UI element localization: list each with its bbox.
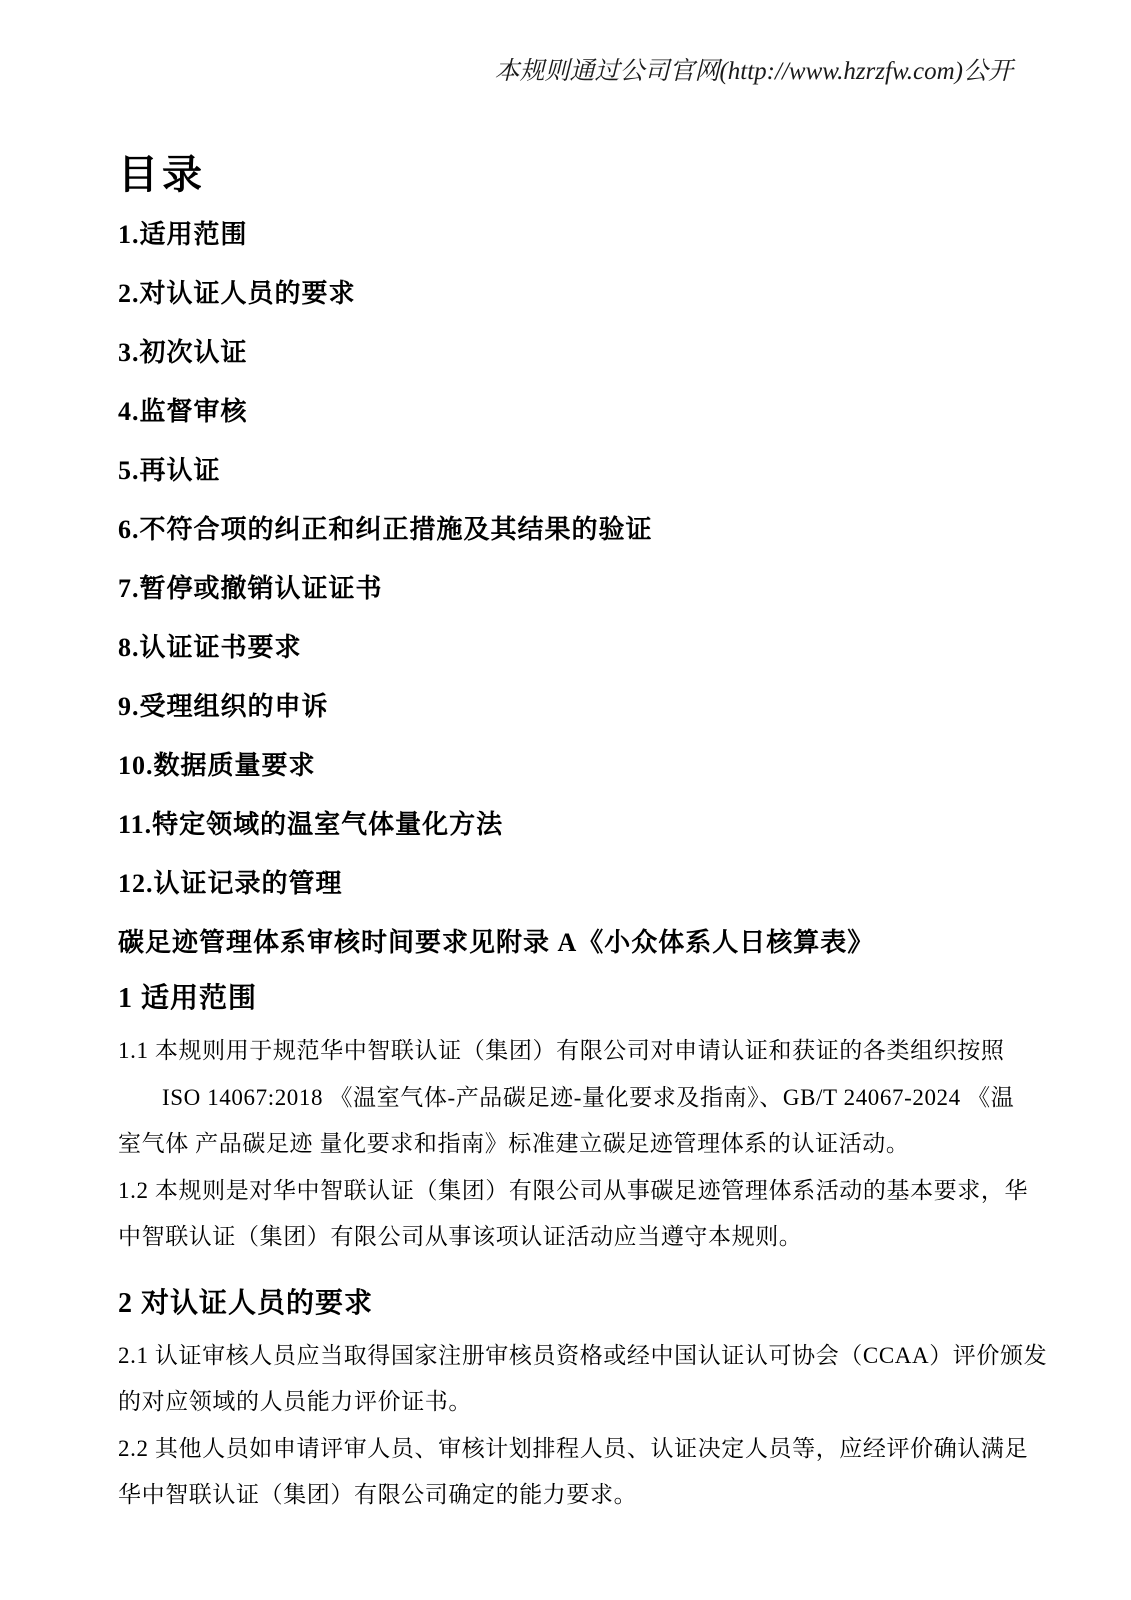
paragraph-line: 1.1 本规则用于规范华中智联认证（集团）有限公司对申请认证和获证的各类组织按照 [118, 1038, 1005, 1063]
paragraph-line: 1.2 本规则是对华中智联认证（集团）有限公司从事碳足迹管理体系活动的基本要求，华 [118, 1177, 1029, 1203]
toc-item: 2.对认证人员的要求 [118, 279, 356, 308]
toc-item: 8.认证证书要求 [118, 633, 302, 662]
paragraph-line: 2.1 认证审核人员应当取得国家注册审核员资格或经中国认证认可协会（CCAA）评价颁发 [118, 1342, 1048, 1368]
toc-item: 12.认证记录的管理 [118, 869, 343, 898]
toc-item: 6.不符合项的纠正和纠正措施及其结果的验证 [118, 515, 653, 544]
paragraph-line: ISO 14067:2018 《温室气体-产品碳足迹-量化要求及指南》、GB/T 24067-2024 《温 [162, 1084, 1015, 1110]
toc-item: 4.监督审核 [118, 397, 248, 426]
paragraph-line: 室气体 产品碳足迹 量化要求和指南》标准建立碳足迹管理体系的认证活动。 [118, 1131, 910, 1156]
paragraph [118, 1168, 1029, 1261]
section-heading: 2 对认证人员的要求 [118, 1287, 374, 1319]
section-heading: 1 适用范围 [118, 983, 258, 1014]
paragraph [118, 1028, 1013, 1168]
toc-list [118, 222, 1013, 897]
toc-item: 5.再认证 [118, 456, 221, 485]
toc-item: 11.特定领域的温室气体量化方法 [118, 810, 504, 839]
paragraph-line: 的对应领域的人员能力评价证书。 [118, 1389, 472, 1414]
paragraph-line: 2.2 其他人员如申请评审人员、审核计划排程人员、认证决定人员等，应经评价确认满足 [118, 1435, 1029, 1461]
toc-item: 7.暂停或撤销认证证书 [118, 574, 383, 603]
toc-item: 10.数据质量要求 [118, 751, 316, 780]
toc-appendix-note: 碳足迹管理体系审核时间要求见附录 A《小众体系人日核算表》 [118, 928, 875, 957]
paragraph-line: 中智联认证（集团）有限公司从事该项认证活动应当遵守本规则。 [118, 1224, 803, 1249]
toc-title: 目录 [118, 152, 206, 197]
toc-item: 9.受理组织的申诉 [118, 692, 329, 721]
paragraph-line: 华中智联认证（集团）有限公司确定的能力要求。 [118, 1482, 638, 1507]
paragraph [118, 1426, 1029, 1519]
header-note: 本规则通过公司官网(http://www.hzrzfw.com)公开 [494, 58, 1013, 85]
paragraph [118, 1333, 1048, 1426]
toc-item: 1.适用范围 [118, 220, 248, 249]
toc-item: 3.初次认证 [118, 338, 248, 367]
document-sections [118, 982, 1048, 1519]
